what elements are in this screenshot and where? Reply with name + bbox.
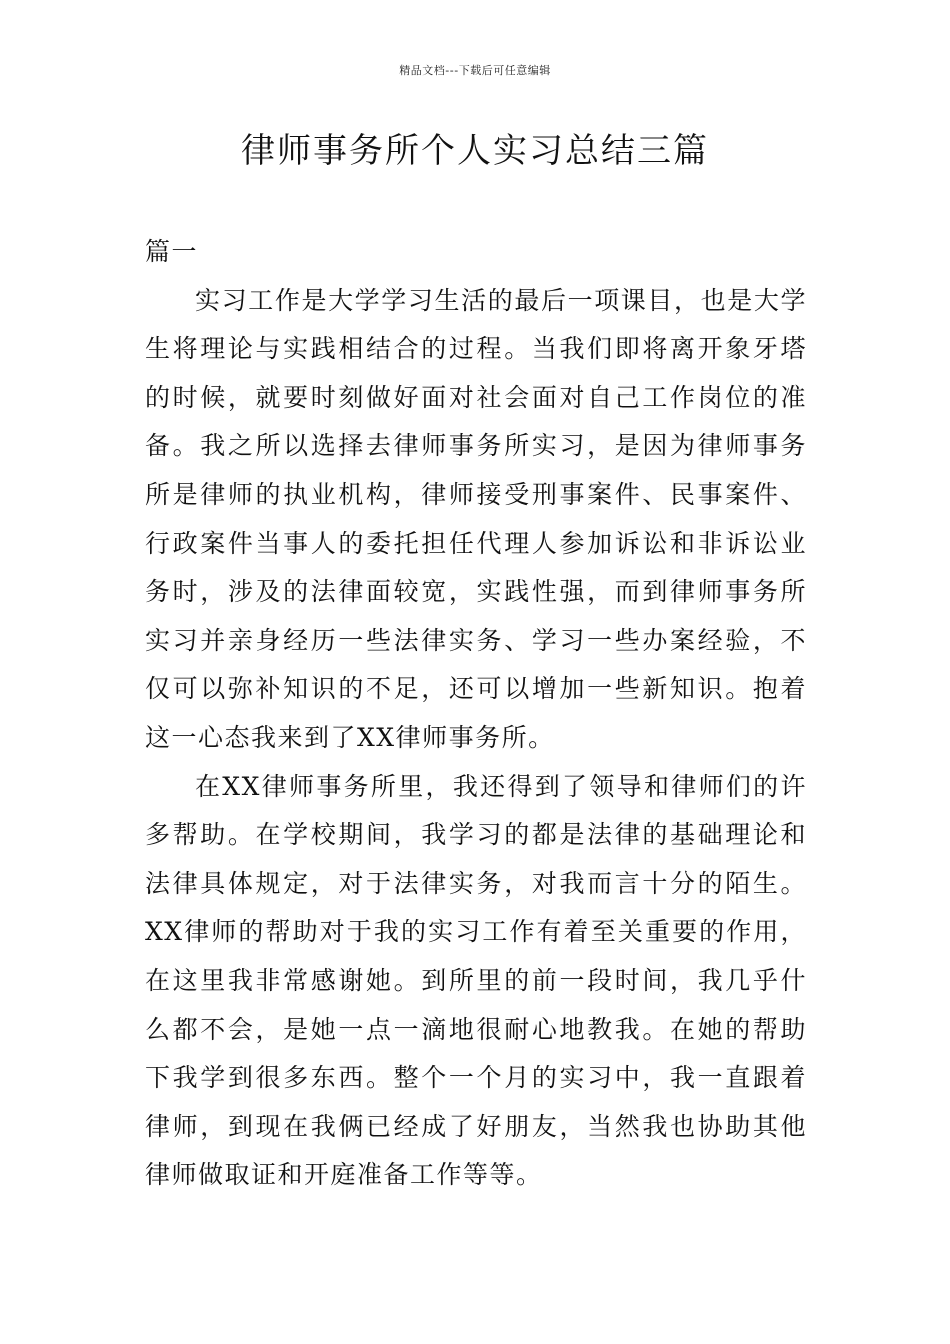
document-body bbox=[145, 228, 807, 1200]
paragraph: 实习工作是大学学习生活的最后一项课目，也是大学生将理论与实践相结合的过程。当我们即将离开象牙塔的时候，就要时刻做好面对社会面对自己工作岗位的准备。我之所以选择去律师事务所实习，是因为律师事务所是律师的执业机构，律师接受刑事案件、民事案件、行政案件当事人的委托担任代理人参加诉讼和非诉讼业务时，涉及的法律面较宽，实践性强，而到律师事务所实习并亲身经历一些法律实务、学习一些办案经验，不仅可以弥补知识的不足，还可以增加一些新知识。抱着这一心态我来到了XX律师事务所。 bbox=[145, 285, 807, 752]
header-note: 精品文档---下载后可任意编辑 bbox=[399, 64, 551, 77]
document-title: 律师事务所个人实习总结三篇 bbox=[241, 131, 709, 171]
paragraph: 在XX律师事务所里，我还得到了领导和律师们的许多帮助。在学校期间，我学习的都是法律的基础理论和法律具体规定，对于法律实务，对我而言十分的陌生。XX律师的帮助对于我的实习工作有着至关重要的作用，在这里我非常感谢她。到所里的前一段时间，我几乎什么都不会，是她一点一滴地很耐心地教我。在她的帮助下我学到很多东西。整个一个月的实习中，我一直跟着律师，到现在我俩已经成了好朋友，当然我也协助其他律师做取证和开庭准备工作等等。 bbox=[145, 771, 807, 1190]
section-label: 篇一 bbox=[145, 237, 199, 266]
